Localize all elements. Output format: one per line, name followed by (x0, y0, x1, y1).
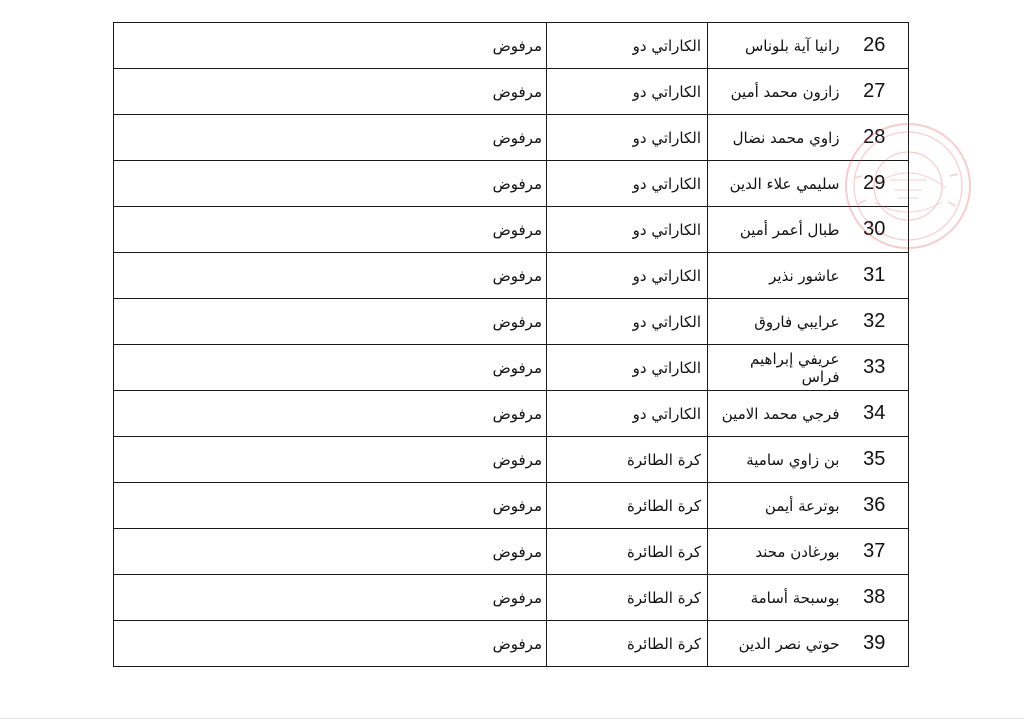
empty-cell (114, 345, 411, 391)
name-cell: فرجي محمد الامين (708, 391, 841, 437)
stamp-graphic (846, 124, 970, 248)
status-cell: مرفوض (411, 529, 547, 575)
name-cell: عريفي إبراهيم فراس (708, 345, 841, 391)
status-cell: مرفوض (411, 161, 547, 207)
number-cell: 29 (841, 161, 909, 207)
empty-cell (114, 575, 411, 621)
number-cell: 30 (841, 207, 909, 253)
sport-cell: الكاراتي دو (547, 115, 708, 161)
name-cell: زازون محمد أمين (708, 69, 841, 115)
table-row (114, 437, 909, 483)
empty-cell (114, 437, 411, 483)
name-cell: طبال أعمر أمين (708, 207, 841, 253)
sport-cell: الكاراتي دو (547, 161, 708, 207)
status-cell: مرفوض (411, 345, 547, 391)
name-cell: عرايبي فاروق (708, 299, 841, 345)
sport-cell: كرة الطائرة (547, 621, 708, 667)
name-cell: عاشور نذير (708, 253, 841, 299)
number-cell: 33 (841, 345, 909, 391)
number-cell: 37 (841, 529, 909, 575)
name-cell: بورغادن محند (708, 529, 841, 575)
empty-cell (114, 161, 411, 207)
table-row (114, 23, 909, 69)
number-cell: 38 (841, 575, 909, 621)
table-row (114, 391, 909, 437)
table-row (114, 575, 909, 621)
table-row (114, 345, 909, 391)
status-cell: مرفوض (411, 207, 547, 253)
status-cell: مرفوض (411, 391, 547, 437)
empty-cell (114, 69, 411, 115)
number-cell: 28 (841, 115, 909, 161)
number-cell: 34 (841, 391, 909, 437)
number-cell: 27 (841, 69, 909, 115)
sport-cell: كرة الطائرة (547, 483, 708, 529)
scan-edge-line (0, 718, 1024, 719)
table-row (114, 529, 909, 575)
status-cell: مرفوض (411, 115, 547, 161)
table-row (114, 69, 909, 115)
number-cell: 35 (841, 437, 909, 483)
name-cell: بوسبحة أسامة (708, 575, 841, 621)
name-cell: رانيا آية بلوناس (708, 23, 841, 69)
status-cell: مرفوض (411, 253, 547, 299)
name-cell: بوترعة أيمن (708, 483, 841, 529)
empty-cell (114, 483, 411, 529)
name-cell: سليمي علاء الدين (708, 161, 841, 207)
number-cell: 26 (841, 23, 909, 69)
empty-cell (114, 621, 411, 667)
empty-cell (114, 391, 411, 437)
results-table (113, 22, 909, 667)
table-row (114, 299, 909, 345)
sport-cell: الكاراتي دو (547, 69, 708, 115)
status-cell: مرفوض (411, 621, 547, 667)
empty-cell (114, 115, 411, 161)
empty-cell (114, 529, 411, 575)
sport-cell: الكاراتي دو (547, 345, 708, 391)
table-row (114, 115, 909, 161)
status-cell: مرفوض (411, 575, 547, 621)
table-row (114, 161, 909, 207)
status-cell: مرفوض (411, 23, 547, 69)
name-cell: بن زاوي سامية (708, 437, 841, 483)
sport-cell: كرة الطائرة (547, 575, 708, 621)
empty-cell (114, 299, 411, 345)
status-cell: مرفوض (411, 69, 547, 115)
name-cell: حوتي نصر الدين (708, 621, 841, 667)
status-cell: مرفوض (411, 437, 547, 483)
status-cell: مرفوض (411, 483, 547, 529)
sport-cell: كرة الطائرة (547, 529, 708, 575)
status-cell: مرفوض (411, 299, 547, 345)
empty-cell (114, 207, 411, 253)
number-cell: 31 (841, 253, 909, 299)
table-row (114, 621, 909, 667)
empty-cell (114, 253, 411, 299)
sport-cell: كرة الطائرة (547, 437, 708, 483)
sport-cell: الكاراتي دو (547, 391, 708, 437)
sport-cell: الكاراتي دو (547, 207, 708, 253)
table-row (114, 207, 909, 253)
table-row (114, 483, 909, 529)
sport-cell: الكاراتي دو (547, 299, 708, 345)
empty-cell (114, 23, 411, 69)
number-cell: 32 (841, 299, 909, 345)
sport-cell: الكاراتي دو (547, 253, 708, 299)
name-cell: زاوي محمد نضال (708, 115, 841, 161)
official-stamp (840, 118, 976, 254)
table-row (114, 253, 909, 299)
number-cell: 36 (841, 483, 909, 529)
number-cell: 39 (841, 621, 909, 667)
sport-cell: الكاراتي دو (547, 23, 708, 69)
